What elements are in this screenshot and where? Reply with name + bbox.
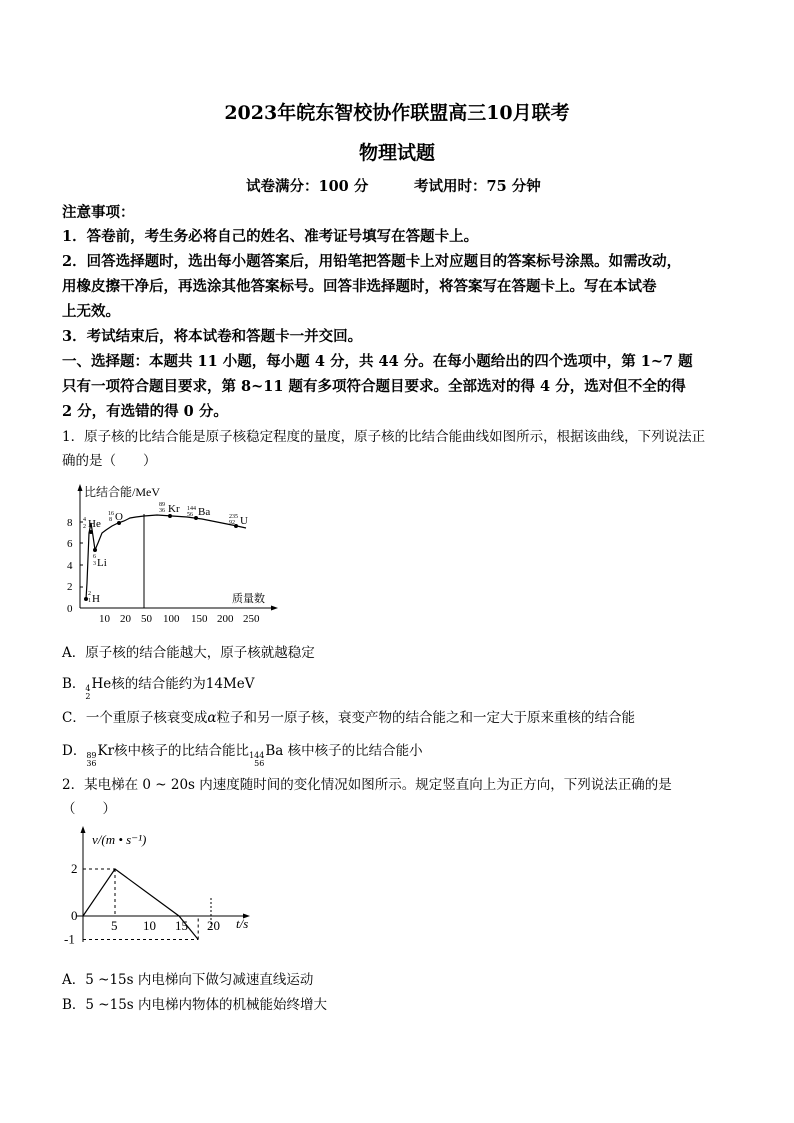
nuclide-label-H-number: 1	[88, 598, 91, 604]
nuclide-label-U: U	[240, 515, 248, 527]
point-Li	[93, 548, 97, 552]
section-instructions: 只有一项符合题目要求，第 8~11 题有多项符合题目要求。全部选对的得 4 分，选对但不全的得	[62, 378, 686, 395]
nuclide-label-Li-mass: 6	[93, 554, 96, 560]
mass-number: 4	[85, 684, 91, 693]
y-tick: 8	[67, 517, 73, 529]
q1-option-a[interactable]: A．原子核的结合能越大，原子核就越稳定	[62, 645, 315, 661]
atomic-number: 2	[85, 692, 91, 701]
option-label: B．	[62, 676, 86, 692]
mass-number: 89	[86, 751, 97, 760]
q2-stem: 2．某电梯在 0 ~ 20s 内速度随时间的变化情况如图所示。规定竖直向上为正方向，下列说法正确的是	[62, 777, 672, 793]
nuclide-notation	[85, 685, 90, 701]
q2-stem: （ ）	[62, 801, 116, 817]
x-tick: 5	[111, 918, 118, 933]
q1-option-b[interactable]	[62, 672, 255, 701]
q1-stem: 确的是（ ）	[62, 453, 157, 469]
option-text: 粒子和另一原子核，衰变产物的结合能之和一定大于原来重核的结合能	[216, 710, 635, 726]
nuclide-label-He: He	[88, 518, 101, 530]
option-text: C．一个重原子核衰变成	[62, 710, 208, 726]
y-tick: -1	[64, 931, 75, 947]
y-tick: 0	[71, 908, 78, 923]
x-tick: 10	[143, 918, 156, 933]
y-axis-arrow	[81, 826, 86, 833]
x-axis-label: t/s	[236, 916, 249, 931]
nuclide-label-O-number: 8	[109, 517, 112, 523]
binding-energy-curve	[86, 515, 246, 599]
y-tick: 2	[67, 581, 73, 593]
section-instructions: 一、选择题：本题共 11 小题，每小题 4 分，共 44 分。在每小题给出的四个选项中，第 1~7 题	[62, 353, 693, 370]
nuclide-label-Li: Li	[97, 557, 107, 569]
binding-energy-figure	[62, 478, 282, 625]
x-tick: 15	[175, 918, 188, 933]
x-tick: 150	[191, 613, 208, 625]
nuclide-label-H: H	[92, 593, 100, 605]
x-tick: 10	[99, 613, 110, 625]
x-tick: 100	[163, 613, 180, 625]
x-tick: 200	[217, 613, 234, 625]
notice-item: 3．考试结束后，将本试卷和答题卡一并交回。	[62, 328, 363, 345]
notice-heading: 注意事项：	[62, 204, 135, 221]
x-axis-label: 质量数	[232, 593, 265, 605]
y-tick: 4	[67, 560, 73, 572]
nuclide-notation	[86, 752, 96, 768]
nuclide-label-Ba-number: 56	[187, 512, 193, 518]
y-axis-label: 比结合能/MeV	[84, 485, 160, 499]
nuclide-label-Kr-mass: 89	[159, 502, 165, 508]
nuclide-label-He-mass: 4	[83, 517, 86, 523]
nuclide-label-He-number: 2	[83, 524, 86, 530]
option-text: Kr核中核子的比结合能比	[97, 743, 250, 759]
nuclide-label-U-mass: 235	[229, 514, 238, 520]
q2-option-b[interactable]: B．5 ~15s 内电梯内物体的机械能始终增大	[62, 997, 328, 1013]
x-tick: 20	[207, 918, 220, 933]
y-axis-label: v/(m • s⁻¹)	[92, 832, 147, 847]
nuclide-label-O: O	[115, 511, 123, 523]
q1-stem: 1．原子核的比结合能是原子核稳定程度的量度，原子核的比结合能曲线如图所示，根据该曲线，下列说法正	[62, 429, 706, 445]
q2-option-a[interactable]: A．5 ~15s 内电梯向下做匀减速直线运动	[62, 972, 314, 988]
exam-time: 考试用时：75 分钟	[414, 178, 541, 195]
nuclide-label-Li-number: 3	[93, 561, 96, 567]
atomic-number: 36	[86, 759, 97, 768]
q1-option-d[interactable]	[62, 739, 423, 768]
x-tick: 20	[120, 613, 131, 625]
notice-item: 上无效。	[62, 303, 120, 320]
y-axis-arrow	[78, 484, 83, 491]
nuclide-label-Kr: Kr	[168, 503, 180, 515]
y-tick: 2	[71, 861, 78, 876]
nuclide-label-Ba-mass: 144	[187, 506, 196, 512]
nuclide-label-H-mass: 2	[88, 591, 91, 597]
option-text: Ba 核中核子的比结合能小	[265, 743, 423, 759]
nuclide-label-O-mass: 16	[108, 511, 114, 517]
notice-item: 用橡皮擦干净后，再选涂其他答案标号。回答非选择题时，将答案写在答题卡上。写在本试卷	[62, 278, 657, 295]
nuclide-label-Kr-number: 36	[159, 508, 165, 514]
exam-title: 2023年皖东智校协作联盟高三10月联考	[224, 102, 570, 124]
nuclide-notation	[249, 752, 264, 768]
nuclide-label-Ba: Ba	[198, 506, 211, 518]
y-tick: 6	[67, 538, 73, 550]
nuclide-label-U-number: 92	[229, 520, 235, 526]
velocity-time-chart	[62, 822, 262, 957]
exam-score: 试卷满分：100 分	[246, 178, 369, 195]
atomic-number: 56	[254, 759, 265, 768]
notice-item: 1．答卷前，考生务必将自己的姓名、准考证号填写在答题卡上。	[62, 228, 479, 245]
alpha-symbol: α	[207, 710, 217, 726]
mass-number: 144	[249, 751, 265, 760]
y-tick: 0	[67, 603, 73, 615]
option-text: He核的结合能约为14MeV	[91, 676, 255, 692]
x-tick: 50	[141, 613, 152, 625]
point-He	[89, 530, 93, 534]
exam-subject: 物理试题	[358, 142, 435, 164]
q1-option-c[interactable]	[62, 706, 635, 726]
x-tick: 250	[243, 613, 260, 625]
notice-item: 2．回答选择题时，选出每小题答案后，用铅笔把答题卡上对应题目的答案标号涂黑。如需改动，	[62, 253, 682, 270]
section-instructions: 2 分，有选错的得 0 分。	[62, 403, 228, 420]
x-axis-arrow	[271, 606, 278, 611]
option-label: D．	[62, 743, 87, 759]
